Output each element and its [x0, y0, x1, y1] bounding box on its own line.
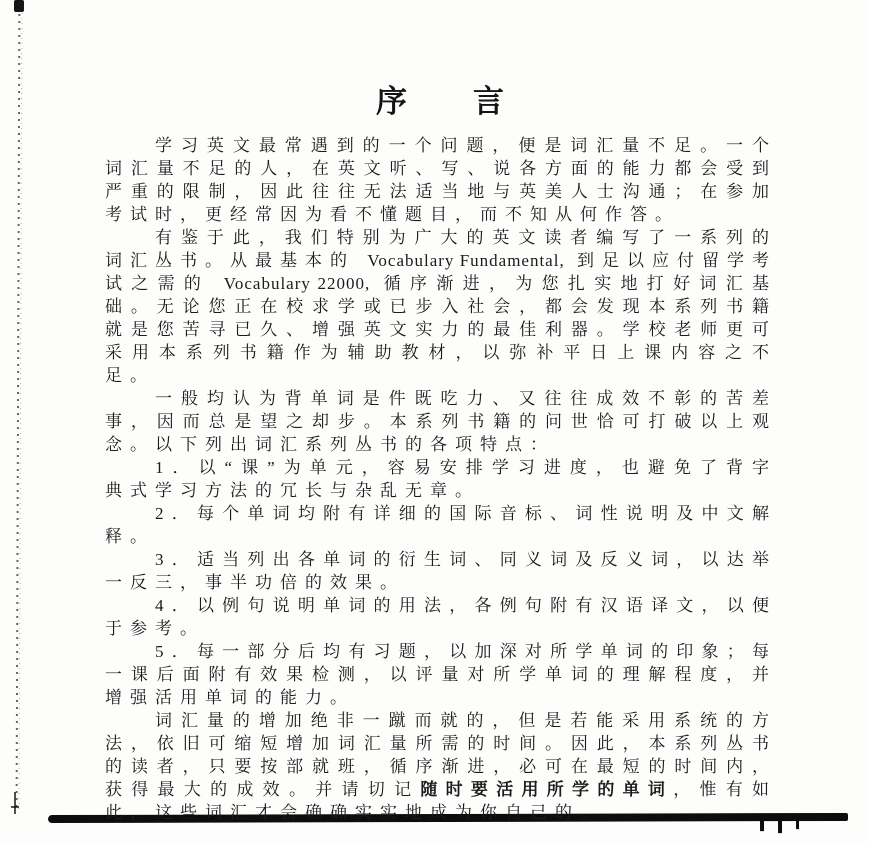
paragraph-text: 学习英文最常遇到的一个问题，便是词汇量不足。一个词汇量不足的人，在英文听、写、说各方面的能力都会受到严重的限制，因此往往无法适当地与英美人士沟通；在参加考试时，更经常因为看不懂题目，而不知从何作答。: [105, 136, 777, 224]
paragraph-text: 4．以例句说明单词的用法，各例句附有汉语译文，以便于参考。: [105, 596, 777, 638]
feature-item-5: [105, 640, 777, 709]
scan-artifact-left-cross-mark: [11, 792, 19, 814]
page-title: [105, 76, 775, 121]
feature-item-3: [105, 548, 777, 594]
scan-artifact-tick: [796, 819, 799, 829]
page-title-char: 言: [473, 84, 504, 119]
feature-item-1: [105, 456, 777, 502]
feature-item-2: [105, 502, 777, 548]
paragraph-series: [105, 226, 777, 387]
paragraph-intro: [105, 134, 777, 226]
page-title-char: 序: [376, 84, 407, 119]
feature-item-4: [105, 594, 777, 640]
paragraph-features-intro: [105, 387, 777, 456]
preface-body: [105, 134, 777, 824]
paragraph-closing: [105, 709, 777, 824]
scan-artifact-tick: [778, 819, 782, 833]
paragraph-text: 2．每个单词均附有详细的国际音标、词性说明及中文解释。: [105, 504, 777, 546]
emphasis-text: 随时要活用所学的单词: [420, 780, 674, 799]
paragraph-text: 词汇量的增加绝非一蹴而就的，但是若能采用系统的方法，依旧可缩短增加词汇量所需的时间。因此，本系列丛书的读者，只要按部就班，循序渐进，必可在最短的时间内，获得最大的成效。并请切记: [105, 711, 777, 799]
paragraph-text: 循序渐进，为您扎实地打好词汇基础。无论您正在校求学或已步入社会，都会发现本系列书籍就是您苦寻已久、增强英文实力的最佳利器。学校老师更可采用本系列书籍作为辅助教材，以弥补平日上课内容之不足。: [105, 274, 778, 385]
scan-artifact-top-left-blob: [14, 0, 24, 12]
paragraph-text: ，惟有如此，这些词汇才会确确实实地成为你自己的。: [105, 780, 778, 822]
latin-book-name: Vocabulary Fundamental,: [367, 251, 565, 270]
paragraph-text: 一般均认为背单词是件既吃力、又往往成效不彰的苦差事，因而总是望之却步。本系列书籍的问世恰可打破以上观念。以下列出词汇系列丛书的各项特点：: [105, 389, 777, 454]
paragraph-text: 有鉴于此，我们特别为广大的英文读者编写了一系列的词汇丛书。从最基本的: [105, 228, 777, 270]
latin-book-name: Vocabulary 22000,: [223, 274, 371, 293]
paragraph-text: 5．每一部分后均有习题，以加深对所学单词的印象；每一课后面附有效果检测，以评量对所学单词的理解程度，并增强活用单词的能力。: [105, 642, 777, 707]
paragraph-text: 到足以应付留学考试之需的: [105, 251, 778, 293]
scan-artifact-left-edge: [14, 0, 24, 812]
paragraph-text: 1．以“课”为单元，容易安排学习进度，也避免了背字典式学习方法的冗长与杂乱无章。: [105, 458, 777, 500]
paragraph-text: 3．适当列出各单词的衍生词、同义词及反义词，以达举一反三，事半功倍的效果。: [105, 550, 777, 592]
